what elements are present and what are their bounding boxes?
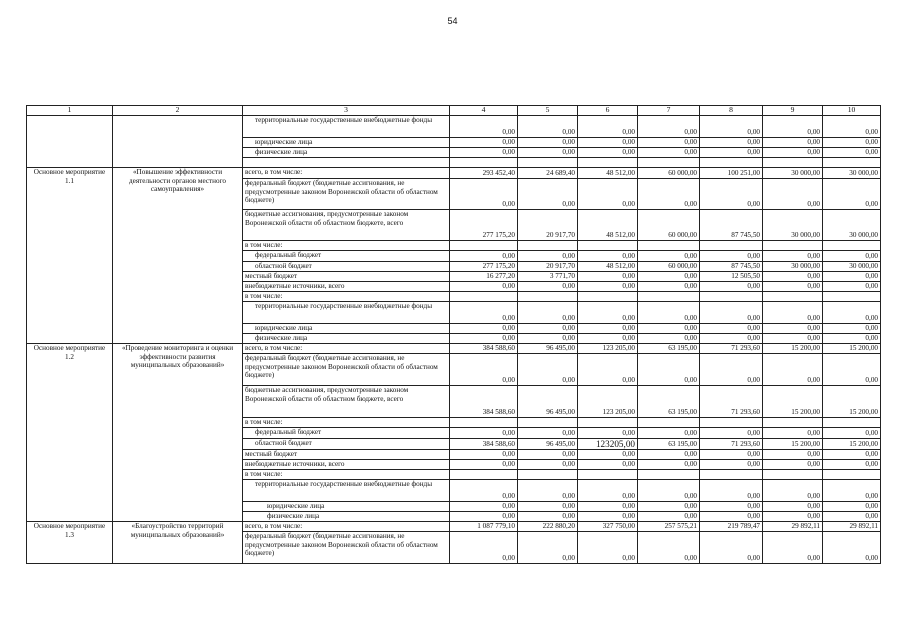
column-header: 6 <box>578 106 638 116</box>
table-row <box>27 344 881 354</box>
amount-cell: 0,00 <box>518 450 578 460</box>
amount-cell: 0,00 <box>638 272 700 282</box>
amount-cell <box>450 292 518 302</box>
amount-cell: 0,00 <box>700 302 763 324</box>
funding-source-label: физические лица <box>243 512 450 522</box>
amount-cell: 0,00 <box>518 179 578 210</box>
amount-cell: 123 205,00 <box>578 344 638 354</box>
amount-cell <box>823 470 881 480</box>
funding-source-label: федеральный бюджет (бюджетные ассигнования, не предусмотренные законом Воронежской области об областном бюджете) <box>243 354 450 386</box>
funding-source-label: бюджетные ассигнования, предусмотренные законом Воронежской области об областном бюджете, всего <box>243 386 450 418</box>
amount-cell: 0,00 <box>700 480 763 502</box>
funding-source-label: территориальные государственные внебюджетные фонды <box>243 302 450 324</box>
amount-cell: 0,00 <box>763 428 823 439</box>
amount-cell: 24 689,40 <box>518 168 578 179</box>
amount-cell: 0,00 <box>700 148 763 158</box>
amount-cell: 0,00 <box>578 272 638 282</box>
funding-source-label: всего, в том числе: <box>243 344 450 354</box>
amount-cell: 0,00 <box>450 179 518 210</box>
amount-cell: 0,00 <box>823 450 881 460</box>
amount-cell: 1 087 779,10 <box>450 522 518 532</box>
amount-cell: 0,00 <box>638 532 700 564</box>
amount-cell: 0,00 <box>638 450 700 460</box>
amount-cell: 0,00 <box>518 460 578 470</box>
amount-cell: 0,00 <box>450 512 518 522</box>
amount-cell: 0,00 <box>763 179 823 210</box>
amount-cell: 0,00 <box>700 354 763 386</box>
amount-cell: 277 175,20 <box>450 262 518 272</box>
amount-cell: 0,00 <box>638 334 700 344</box>
amount-cell: 0,00 <box>578 502 638 512</box>
funding-source-label: в том числе: <box>243 418 450 428</box>
amount-cell <box>700 470 763 480</box>
funding-source-label: федеральный бюджет (бюджетные ассигнования, не предусмотренные законом Воронежской области об областном бюджете) <box>243 532 450 564</box>
amount-cell <box>578 470 638 480</box>
amount-cell: 0,00 <box>450 354 518 386</box>
amount-cell <box>823 158 881 168</box>
funding-source-label: всего, в том числе: <box>243 522 450 532</box>
amount-cell <box>823 292 881 302</box>
amount-cell: 15 200,00 <box>763 344 823 354</box>
amount-cell: 0,00 <box>823 116 881 138</box>
amount-cell: 277 175,20 <box>450 210 518 241</box>
amount-cell: 87 745,50 <box>700 210 763 241</box>
amount-cell: 0,00 <box>450 148 518 158</box>
amount-cell <box>450 470 518 480</box>
amount-cell: 0,00 <box>638 148 700 158</box>
amount-cell: 71 293,60 <box>700 386 763 418</box>
amount-cell <box>638 418 700 428</box>
amount-cell: 15 200,00 <box>763 386 823 418</box>
amount-cell: 71 293,60 <box>700 439 763 450</box>
amount-cell: 0,00 <box>578 354 638 386</box>
column-header: 10 <box>823 106 881 116</box>
amount-cell: 0,00 <box>518 334 578 344</box>
amount-cell: 0,00 <box>763 450 823 460</box>
amount-cell <box>700 241 763 251</box>
amount-cell: 60 000,00 <box>638 262 700 272</box>
amount-cell: 15 200,00 <box>763 439 823 450</box>
column-header: 7 <box>638 106 700 116</box>
amount-cell: 0,00 <box>578 512 638 522</box>
amount-cell: 0,00 <box>518 251 578 262</box>
page-number: 54 <box>447 16 458 26</box>
amount-cell: 0,00 <box>578 179 638 210</box>
amount-cell: 100 251,00 <box>700 168 763 179</box>
amount-cell: 0,00 <box>638 460 700 470</box>
amount-cell <box>823 418 881 428</box>
funding-source-label: внебюджетные источники, всего <box>243 460 450 470</box>
amount-cell: 87 745,50 <box>700 262 763 272</box>
amount-cell <box>763 470 823 480</box>
amount-cell: 0,00 <box>823 480 881 502</box>
amount-cell: 0,00 <box>638 251 700 262</box>
amount-cell: 0,00 <box>450 251 518 262</box>
amount-cell <box>578 158 638 168</box>
amount-cell: 0,00 <box>518 354 578 386</box>
amount-cell: 0,00 <box>823 502 881 512</box>
amount-cell <box>638 158 700 168</box>
activity-number-cell: Основное мероприятие 1.3 <box>27 522 113 564</box>
funding-source-label: внебюджетные источники, всего <box>243 282 450 292</box>
amount-cell: 0,00 <box>518 428 578 439</box>
column-header: 8 <box>700 106 763 116</box>
amount-cell: 384 588,60 <box>450 439 518 450</box>
amount-cell: 0,00 <box>823 428 881 439</box>
amount-cell: 16 277,20 <box>450 272 518 282</box>
amount-cell: 0,00 <box>700 428 763 439</box>
amount-cell: 0,00 <box>450 334 518 344</box>
amount-cell: 0,00 <box>450 480 518 502</box>
amount-cell: 0,00 <box>450 324 518 334</box>
amount-cell: 71 293,60 <box>700 344 763 354</box>
amount-cell: 63 195,00 <box>638 386 700 418</box>
funding-source-label: федеральный бюджет <box>243 428 450 439</box>
activity-number-cell: Основное мероприятие 1.1 <box>27 168 113 344</box>
amount-cell: 0,00 <box>578 282 638 292</box>
amount-cell <box>638 292 700 302</box>
amount-cell: 48 512,00 <box>578 168 638 179</box>
budget-table <box>26 105 881 564</box>
amount-cell: 3 771,70 <box>518 272 578 282</box>
column-header: 1 <box>27 106 113 116</box>
amount-cell: 0,00 <box>450 116 518 138</box>
amount-cell <box>763 418 823 428</box>
amount-cell <box>450 158 518 168</box>
amount-cell: 0,00 <box>450 502 518 512</box>
funding-source-label: юридические лица <box>243 138 450 148</box>
amount-cell: 123 205,00 <box>578 386 638 418</box>
amount-cell: 96 495,00 <box>518 344 578 354</box>
column-header: 9 <box>763 106 823 116</box>
amount-cell: 0,00 <box>518 532 578 564</box>
amount-cell: 0,00 <box>700 460 763 470</box>
amount-cell <box>763 292 823 302</box>
amount-cell: 0,00 <box>823 282 881 292</box>
column-header: 2 <box>113 106 243 116</box>
amount-cell: 15 200,00 <box>823 439 881 450</box>
amount-cell: 0,00 <box>578 480 638 502</box>
column-header: 5 <box>518 106 578 116</box>
amount-cell: 0,00 <box>823 460 881 470</box>
funding-source-label: областной бюджет <box>243 262 450 272</box>
column-number-row <box>27 106 881 116</box>
amount-cell: 0,00 <box>763 116 823 138</box>
amount-cell: 0,00 <box>518 138 578 148</box>
amount-cell: 0,00 <box>450 450 518 460</box>
amount-cell: 0,00 <box>700 450 763 460</box>
amount-cell <box>578 241 638 251</box>
funding-source-label: юридические лица <box>243 502 450 512</box>
amount-cell: 293 452,40 <box>450 168 518 179</box>
amount-cell: 0,00 <box>763 251 823 262</box>
amount-cell: 0,00 <box>763 480 823 502</box>
funding-source-label: местный бюджет <box>243 272 450 282</box>
amount-cell: 0,00 <box>638 512 700 522</box>
table-row <box>27 168 881 179</box>
amount-cell: 384 588,60 <box>450 344 518 354</box>
amount-cell: 0,00 <box>638 302 700 324</box>
amount-cell: 0,00 <box>578 302 638 324</box>
amount-cell: 0,00 <box>763 138 823 148</box>
amount-cell: 0,00 <box>823 179 881 210</box>
amount-cell: 29 892,11 <box>763 522 823 532</box>
amount-cell: 48 512,00 <box>578 210 638 241</box>
amount-cell <box>450 418 518 428</box>
amount-cell <box>638 241 700 251</box>
amount-cell: 0,00 <box>700 251 763 262</box>
amount-cell: 0,00 <box>450 532 518 564</box>
amount-cell: 0,00 <box>700 138 763 148</box>
amount-cell: 0,00 <box>518 282 578 292</box>
amount-cell: 0,00 <box>638 324 700 334</box>
activity-name-cell: «Проведение мониторинга и оценки эффективности развития муниципальных образований» <box>113 344 243 522</box>
amount-cell: 0,00 <box>578 116 638 138</box>
amount-cell: 0,00 <box>700 334 763 344</box>
funding-source-label: областной бюджет <box>243 439 450 450</box>
table-row <box>27 522 881 532</box>
amount-cell: 96 495,00 <box>518 439 578 450</box>
amount-cell: 0,00 <box>638 354 700 386</box>
amount-cell: 30 000,00 <box>823 262 881 272</box>
amount-cell: 0,00 <box>518 302 578 324</box>
amount-cell: 0,00 <box>700 324 763 334</box>
amount-cell: 0,00 <box>578 532 638 564</box>
amount-cell: 60 000,00 <box>638 210 700 241</box>
amount-cell: 0,00 <box>763 272 823 282</box>
amount-cell: 0,00 <box>578 251 638 262</box>
amount-cell: 30 000,00 <box>763 262 823 272</box>
amount-cell: 63 195,00 <box>638 439 700 450</box>
amount-cell: 0,00 <box>763 302 823 324</box>
amount-cell: 0,00 <box>578 148 638 158</box>
amount-cell: 0,00 <box>763 324 823 334</box>
amount-cell: 30 000,00 <box>763 168 823 179</box>
amount-cell: 0,00 <box>823 354 881 386</box>
funding-source-label <box>243 158 450 168</box>
amount-cell: 0,00 <box>518 324 578 334</box>
funding-source-label: юридические лица <box>243 324 450 334</box>
amount-cell: 0,00 <box>638 428 700 439</box>
amount-cell: 0,00 <box>518 116 578 138</box>
amount-cell: 0,00 <box>700 532 763 564</box>
amount-cell: 0,00 <box>823 148 881 158</box>
funding-source-label: физические лица <box>243 148 450 158</box>
amount-cell <box>518 470 578 480</box>
amount-cell: 0,00 <box>450 460 518 470</box>
amount-cell: 0,00 <box>518 480 578 502</box>
column-header: 3 <box>243 106 450 116</box>
amount-cell: 0,00 <box>578 334 638 344</box>
amount-cell <box>700 292 763 302</box>
funding-source-label: в том числе: <box>243 470 450 480</box>
amount-cell: 0,00 <box>638 282 700 292</box>
activity-name-cell: «Повышение эффективности деятельности органов местного самоуправления» <box>113 168 243 344</box>
amount-cell: 0,00 <box>763 502 823 512</box>
funding-source-label: федеральный бюджет <box>243 251 450 262</box>
amount-cell: 30 000,00 <box>823 168 881 179</box>
budget-table-body <box>27 106 881 564</box>
amount-cell: 0,00 <box>763 148 823 158</box>
amount-cell: 327 750,00 <box>578 522 638 532</box>
amount-cell: 0,00 <box>763 334 823 344</box>
amount-cell: 0,00 <box>700 512 763 522</box>
activity-name-cell: «Благоустройство территорий муниципальных образований» <box>113 522 243 564</box>
amount-cell: 30 000,00 <box>823 210 881 241</box>
funding-source-label: всего, в том числе: <box>243 168 450 179</box>
amount-cell <box>700 158 763 168</box>
amount-cell: 0,00 <box>700 502 763 512</box>
amount-cell: 0,00 <box>823 138 881 148</box>
amount-cell: 0,00 <box>763 354 823 386</box>
amount-cell <box>518 241 578 251</box>
amount-cell <box>763 158 823 168</box>
amount-cell: 60 000,00 <box>638 168 700 179</box>
activity-name-cell <box>113 116 243 168</box>
amount-cell: 20 917,70 <box>518 262 578 272</box>
amount-cell: 0,00 <box>700 179 763 210</box>
column-header: 4 <box>450 106 518 116</box>
amount-cell <box>578 418 638 428</box>
amount-cell: 0,00 <box>823 251 881 262</box>
amount-cell: 48 512,00 <box>578 262 638 272</box>
amount-cell: 20 917,70 <box>518 210 578 241</box>
amount-cell: 0,00 <box>700 282 763 292</box>
amount-cell: 0,00 <box>450 138 518 148</box>
amount-cell: 63 195,00 <box>638 344 700 354</box>
amount-cell: 0,00 <box>578 460 638 470</box>
amount-cell: 0,00 <box>450 428 518 439</box>
funding-source-label: в том числе: <box>243 241 450 251</box>
amount-cell: 0,00 <box>518 148 578 158</box>
amount-cell: 0,00 <box>578 324 638 334</box>
amount-cell: 0,00 <box>638 138 700 148</box>
amount-cell <box>450 241 518 251</box>
activity-number-cell: Основное мероприятие 1.2 <box>27 344 113 522</box>
amount-cell <box>700 418 763 428</box>
amount-cell: 0,00 <box>823 532 881 564</box>
amount-cell: 384 588,60 <box>450 386 518 418</box>
amount-cell: 257 575,21 <box>638 522 700 532</box>
amount-cell: 0,00 <box>638 116 700 138</box>
amount-cell: 29 892,11 <box>823 522 881 532</box>
funding-source-label: территориальные государственные внебюджетные фонды <box>243 480 450 502</box>
activity-number-cell <box>27 116 113 168</box>
amount-cell: 0,00 <box>763 282 823 292</box>
funding-source-label: местный бюджет <box>243 450 450 460</box>
amount-cell: 123205,00 <box>578 439 638 450</box>
amount-cell: 0,00 <box>450 302 518 324</box>
amount-cell <box>823 241 881 251</box>
amount-cell: 0,00 <box>823 334 881 344</box>
amount-cell: 0,00 <box>638 480 700 502</box>
amount-cell: 0,00 <box>823 302 881 324</box>
amount-cell: 15 200,00 <box>823 386 881 418</box>
amount-cell: 0,00 <box>450 282 518 292</box>
amount-cell: 12 505,50 <box>700 272 763 282</box>
funding-source-label: федеральный бюджет (бюджетные ассигнования, не предусмотренные законом Воронежской области об областном бюджете) <box>243 179 450 210</box>
amount-cell: 0,00 <box>823 272 881 282</box>
amount-cell: 0,00 <box>763 460 823 470</box>
funding-source-label: территориальные государственные внебюджетные фонды <box>243 116 450 138</box>
amount-cell: 96 495,00 <box>518 386 578 418</box>
amount-cell: 222 880,20 <box>518 522 578 532</box>
amount-cell: 0,00 <box>578 450 638 460</box>
amount-cell <box>578 292 638 302</box>
amount-cell: 0,00 <box>638 179 700 210</box>
funding-source-label: бюджетные ассигнования, предусмотренные законом Воронежской области об областном бюджете, всего <box>243 210 450 241</box>
amount-cell: 30 000,00 <box>763 210 823 241</box>
amount-cell: 0,00 <box>763 532 823 564</box>
amount-cell: 0,00 <box>518 502 578 512</box>
amount-cell: 0,00 <box>578 428 638 439</box>
amount-cell: 0,00 <box>763 512 823 522</box>
amount-cell: 219 789,47 <box>700 522 763 532</box>
amount-cell <box>518 418 578 428</box>
amount-cell: 15 200,00 <box>823 344 881 354</box>
funding-source-label: в том числе: <box>243 292 450 302</box>
amount-cell: 0,00 <box>700 116 763 138</box>
amount-cell <box>518 158 578 168</box>
funding-source-label: физические лица <box>243 334 450 344</box>
table-row <box>27 116 881 138</box>
amount-cell <box>638 470 700 480</box>
amount-cell <box>763 241 823 251</box>
amount-cell: 0,00 <box>578 138 638 148</box>
amount-cell <box>518 292 578 302</box>
amount-cell: 0,00 <box>638 502 700 512</box>
amount-cell: 0,00 <box>823 512 881 522</box>
amount-cell: 0,00 <box>823 324 881 334</box>
amount-cell: 0,00 <box>518 512 578 522</box>
